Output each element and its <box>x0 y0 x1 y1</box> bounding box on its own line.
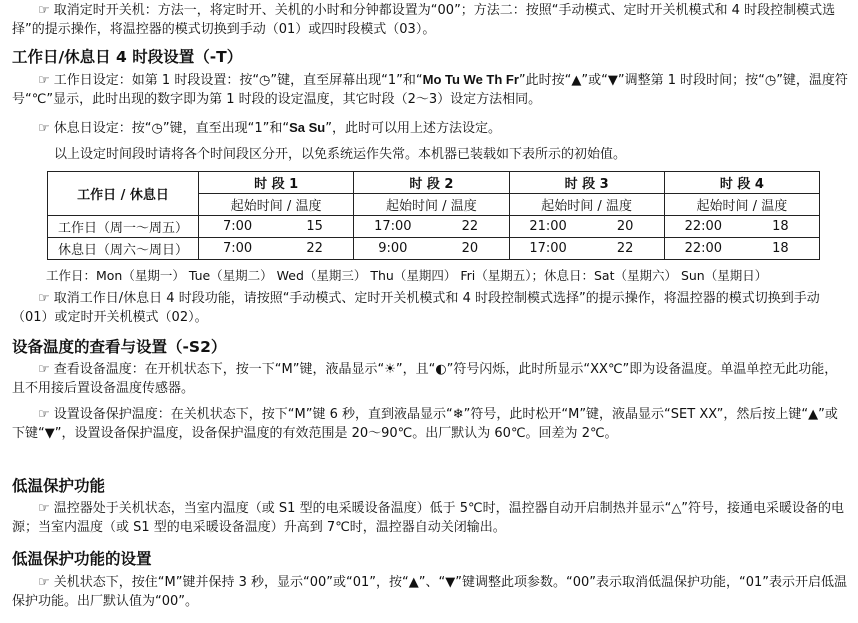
corner-header: 工作日 / 休息日 <box>48 172 199 216</box>
temperature: 20 <box>461 241 479 256</box>
temperature: 15 <box>306 219 323 234</box>
temperature: 22 <box>616 241 634 256</box>
equip-temp-section-heading: 设备温度的查看与设置（-S2） <box>12 338 227 356</box>
low-temp-set-heading-block <box>12 548 850 570</box>
restday-days-label: Sa Su <box>289 120 326 135</box>
schedule-table <box>47 171 820 260</box>
temperature: 18 <box>772 219 789 234</box>
start-time: 9:00 <box>378 241 408 256</box>
start-time: 7:00 <box>222 219 253 234</box>
restday-setting-paragraph <box>12 118 850 138</box>
defaults-note: 以上设定时间段时请将各个时间段区分开，以免系统运作失常。本机器已装载如下表所示的初始值。 <box>54 147 627 162</box>
temperature: 22 <box>461 219 479 234</box>
sub-header: 起始时间 / 温度 <box>199 194 354 216</box>
low-temp-heading-block <box>12 475 850 497</box>
workday-setting-text-b: ”此时按“▲”或“▼”调整第 1 时段时间；按“◷”键，温度符号“℃”显示，此时出现的数字即为第 1 时段的设定温度，其它时段（2～3）设定方法相同。 <box>12 73 848 107</box>
restday-setting-text-a: ☞ 休息日设定：按“◷”键，直至出现“1”和“ <box>38 121 290 136</box>
start-time: 22:00 <box>684 241 723 256</box>
table-row <box>48 216 820 238</box>
low-temp-section-heading: 低温保护功能 <box>12 477 106 495</box>
start-time: 17:00 <box>374 219 412 234</box>
low-temp-setting-section-heading: 低温保护功能的设置 <box>12 550 152 568</box>
period-header: 时 段 3 <box>509 172 664 194</box>
sub-header: 起始时间 / 温度 <box>354 194 509 216</box>
view-equip-temp-paragraph: ☞ 查看设备温度：在开机状态下，按一下“M”键，液晶显示“☀”，且“◐”符号闪烁，此时所显示“XX℃”即为设备温度。单温单控无此功能，且不用接后置设备温度传感器。 <box>12 362 838 396</box>
table-row <box>48 238 820 260</box>
temperature: 18 <box>772 241 789 256</box>
temperature: 22 <box>306 241 323 256</box>
table-header-row <box>48 172 820 194</box>
cancel-4period-paragraph: ☞ 取消工作日/休息日 4 时段功能，请按照“手动模式、定时开关机模式和 4 时段控制模式选择”的提示操作，将温控器的模式切换到手动（01）或定时开关机模式（02）。 <box>12 291 820 325</box>
workday-section-heading: 工作日/休息日 4 时段设置（-T） <box>12 48 243 66</box>
start-time: 21:00 <box>529 219 567 234</box>
start-time: 22:00 <box>684 219 723 234</box>
start-time: 7:00 <box>222 241 253 256</box>
cancel-timer-paragraph: ☞ 取消定时开关机：方法一，将定时开、关机的小时和分钟都设置为“00”；方法二：按照“手动模式、定时开关机模式和 4 时段控制模式选择”的提示操作，将温控器的模式切换到手动（01）或四时段模式（03）。 <box>12 3 836 37</box>
row-label: 休息日（周六～周日） <box>48 238 199 260</box>
period-header: 时 段 4 <box>664 172 819 194</box>
period-header: 时 段 1 <box>199 172 354 194</box>
sub-header: 起始时间 / 温度 <box>509 194 664 216</box>
period-header: 时 段 2 <box>354 172 509 194</box>
equip-heading-block <box>12 336 850 358</box>
sub-header: 起始时间 / 温度 <box>664 194 819 216</box>
temperature: 20 <box>616 219 634 234</box>
workday-setting-text-a: ☞ 工作日设定：如第 1 时段设置：按“◷”键，直至屏幕出现“1”和“ <box>38 73 423 88</box>
restday-setting-text-b: ”，此时可以用上述方法设定。 <box>325 121 501 136</box>
low-temp-paragraph: ☞ 温控器处于关机状态，当室内温度（或 S1 型的电采暖设备温度）低于 5℃时，温控器自动开启制热并显示“△”符号，接通电采暖设备的电源；当室内温度（或 S1 型的电采暖设备温度）升高到 7℃时，温控器自动关闭输出。 <box>12 501 845 535</box>
row-label: 工作日（周一～周五） <box>48 216 199 238</box>
weekday-legend: 工作日：Mon（星期一） Tue（星期二） Wed（星期三） Thu（星期四） Fri（星期五）；休息日：Sat（星期六） Sun（星期日） <box>46 268 768 283</box>
start-time: 17:00 <box>529 241 567 256</box>
set-protect-temp-paragraph: ☞ 设置设备保护温度：在关机状态下，按下“M”键 6 秒，直到液晶显示“❄”符号，此时松开“M”键，液晶显示“SET XX”，然后按上键“▲”或下键“▼”，设置设备保护温度，设备保护温度的有效范围是 20～90℃。出厂默认为 60℃。回差为 2℃。 <box>12 407 838 441</box>
workday-days-label: Mo Tu We Th Fr <box>422 72 519 87</box>
low-temp-set-paragraph: ☞ 关机状态下，按住“M”键并保持 3 秒，显示“00”或“01”，按“▲”、“▼”键调整此项参数。“00”表示取消低温保护功能，“01”表示开启低温保护功能。出厂默认值为“00”。 <box>12 575 847 609</box>
workday-heading-block <box>12 46 850 68</box>
workday-setting-paragraph <box>12 70 850 109</box>
